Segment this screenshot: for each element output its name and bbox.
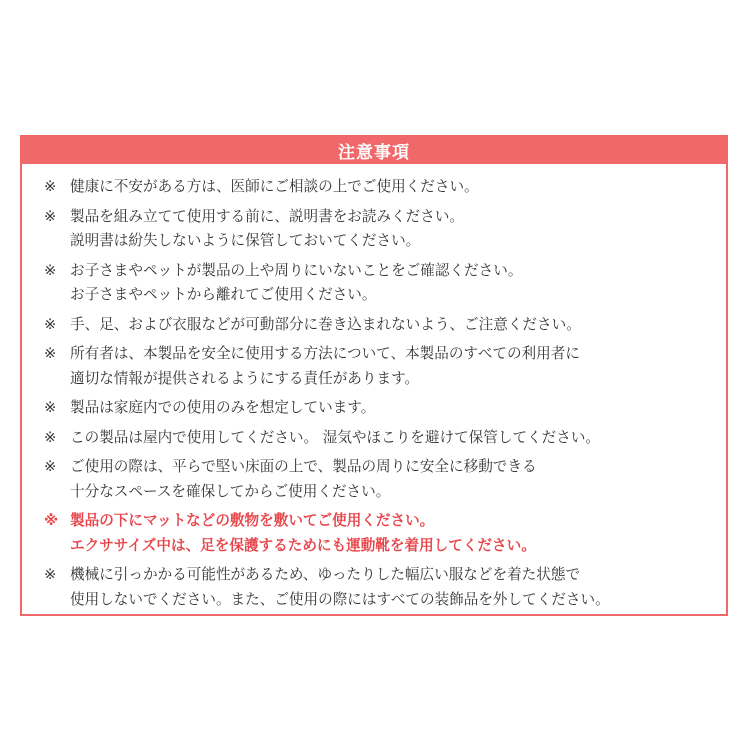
- caution-item: [44, 396, 718, 421]
- caution-text: お子さまやペットが製品の上や周りにいないことをご確認ください。: [70, 261, 523, 279]
- caution-text: この製品は屋内で使用してください。 湿気やほこりを避けて保管してください。: [70, 428, 601, 446]
- note-mark: ※: [44, 178, 57, 195]
- caution-text: 機械に引っかかる可能性があるため、ゆったりした幅広い服などを着た状態で: [70, 566, 581, 583]
- caution-text: お子さまやペットから離れてご使用ください。: [70, 286, 377, 303]
- note-mark: ※: [44, 458, 57, 475]
- caution-item: [44, 259, 718, 308]
- caution-item: [44, 205, 718, 254]
- note-mark: ※: [44, 399, 57, 416]
- note-mark: ※: [44, 315, 57, 333]
- caution-panel: [20, 135, 728, 616]
- caution-item: [44, 426, 718, 451]
- caution-text: 製品を組み立てて使用する前に、説明書をお読みください。: [70, 207, 465, 225]
- caution-text: ご使用の際は、平らで堅い床面の上で、製品の周りに安全に移動できる: [70, 458, 537, 475]
- note-mark: ※: [44, 566, 57, 583]
- caution-text: 説明書は紛失しないように保管しておいてください。: [70, 232, 421, 249]
- caution-item: [44, 313, 718, 338]
- caution-text: 手、足、および衣服などが可動部分に巻き込まれないよう、ご注意ください。: [70, 315, 581, 333]
- caution-item-warning: [44, 509, 718, 558]
- warning-text: 製品の下にマットなどの敷物を敷いてご使用ください。: [70, 512, 435, 529]
- caution-title: 注意事項: [338, 143, 410, 163]
- caution-text: 所有者は、本製品を安全に使用する方法について、本製品のすべての利用者に: [70, 345, 580, 362]
- caution-item: [44, 175, 718, 200]
- note-mark: ※: [44, 207, 57, 225]
- note-mark: ※: [44, 261, 57, 279]
- note-mark: ※: [44, 428, 57, 446]
- caution-text: 製品は家庭内での使用のみを想定しています。: [70, 399, 376, 416]
- caution-text: 健康に不安がある方は、医師にご相談の上でご使用ください。: [70, 178, 479, 195]
- caution-text: 十分なスペースを確保してからご使用ください。: [70, 482, 391, 500]
- caution-list: [44, 175, 718, 612]
- caution-item: [44, 455, 718, 504]
- caution-text: 使用しないでください。また、ご使用の際にはすべての装飾品を外してください。: [70, 590, 610, 608]
- note-mark: ※: [44, 345, 57, 362]
- caution-header: [22, 137, 726, 164]
- caution-item: [44, 342, 718, 391]
- warning-text: エクササイズ中は、足を保護するためにも運動靴を着用してください。: [70, 536, 536, 554]
- caution-text: 適切な情報が提供されるようにする責任があります。: [70, 369, 420, 387]
- note-mark: ※: [44, 512, 59, 529]
- caution-item: [44, 563, 718, 612]
